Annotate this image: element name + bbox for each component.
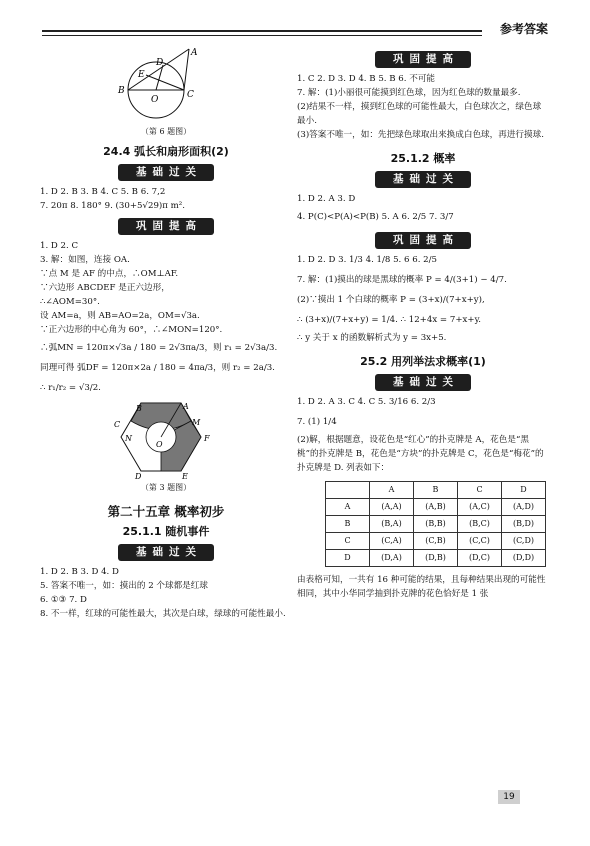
banner-basic: 基础过关	[375, 171, 471, 188]
table-header-row	[326, 482, 546, 499]
table-row	[326, 550, 546, 567]
answer-line: ∴ (3+x)/(7+x+y) = 1/4. ∴ 12+4x = 7+x+y.	[297, 315, 482, 325]
answer-line: 5. 答案不唯一，如：摸出的 2 个球都是红球	[40, 581, 208, 591]
fig3-label-m: M	[192, 418, 201, 427]
page-number: 19	[498, 790, 520, 804]
banner-improve: 巩固提高	[118, 218, 214, 235]
fig6-label-o: O	[151, 95, 159, 105]
table-cell: (B,A)	[370, 516, 414, 533]
table-cell: B	[326, 516, 370, 533]
table-cell: (A,B)	[414, 499, 458, 516]
table-cell: (C,B)	[414, 533, 458, 550]
table-cell: (D,D)	[502, 550, 546, 567]
table-row	[326, 533, 546, 550]
table-cell: D	[502, 482, 546, 499]
answer-line: 1. D 2. A 3. D	[297, 194, 356, 204]
table-cell: (A,A)	[370, 499, 414, 516]
fig6-label-d: D	[156, 58, 164, 68]
header-rule	[42, 30, 482, 36]
answer-line: 1. D 2. C	[40, 241, 79, 251]
answer-line: 1. C 2. D 3. D 4. B 5. B 6. 不可能	[297, 74, 436, 84]
table-cell: (B,D)	[502, 516, 546, 533]
fig6-label-b: B	[118, 86, 125, 96]
table-cell: (B,B)	[414, 516, 458, 533]
header-title: 参考答案	[499, 22, 548, 36]
figure-6	[111, 45, 221, 125]
table-cell: C	[326, 533, 370, 550]
answer-line: ∴弧MN = 120π×√3a / 180 = 2√3πa/3，则 r₁ = 2√3a/3.	[40, 343, 278, 353]
table-row	[326, 499, 546, 516]
answer-line: ∴∠AOM=30°.	[40, 297, 100, 307]
table-cell: A	[370, 482, 414, 499]
answer-line: 1. D 2. A 3. C 4. C 5. 3/16 6. 2/3	[297, 397, 436, 407]
fig3-label-e: E	[182, 472, 188, 481]
table-cell: (D,A)	[370, 550, 414, 567]
left-column	[40, 45, 292, 621]
table-cell: (B,C)	[458, 516, 502, 533]
table-cell: C	[458, 482, 502, 499]
fig6-label-e: E	[138, 70, 145, 80]
fig6-label-a: A	[191, 48, 198, 58]
answer-line: 由表格可知，一共有 16 种可能的结果，且每种结果出现的可能性相同，其中小华同学抽到扑克牌的花色恰好是 1 张	[297, 575, 546, 599]
section-25-1-1-title: 25.1.1 随机事件	[122, 525, 210, 538]
table-cell: D	[326, 550, 370, 567]
banner-basic: 基础过关	[375, 374, 471, 391]
table-cell	[326, 482, 370, 499]
fig3-label-f: F	[204, 434, 210, 443]
banner-basic: 基础过关	[118, 164, 214, 181]
answer-line: 1. D 2. B 3. D 4. D	[40, 567, 119, 577]
figure-3-caption: （第 3 题图）	[140, 483, 192, 492]
table-row	[326, 516, 546, 533]
answer-line: 8. 不一样，红球的可能性最大，其次是白球，绿球的可能性最小.	[40, 609, 286, 619]
answer-line: (2)解，根据题意，设花色是“红心”的扑克牌是 A，花色是“黑桃”的扑克牌是 B，花色是“方块”的扑克牌是 C，花色是“梅花”的扑克牌是 D. 列表如下：	[297, 435, 544, 473]
table-cell: (D,C)	[458, 550, 502, 567]
answer-line: 1. D 2. B 3. B 4. C 5. B 6. 7,2	[40, 187, 166, 197]
figure-6-caption: （第 6 题图）	[140, 127, 192, 136]
banner-improve: 巩固提高	[375, 232, 471, 249]
fig3-label-b: B	[136, 404, 142, 413]
answer-line: 7. (1) 1/4	[297, 417, 337, 427]
banner-improve: 巩固提高	[375, 51, 471, 68]
outcome-table	[325, 481, 546, 567]
answer-line: 设 AM=a，则 AB=AO=2a，OM=√3a.	[40, 311, 200, 321]
answer-line: 3. 解：如图，连接 OA.	[40, 255, 130, 265]
figure-3	[111, 399, 221, 481]
table-cell: B	[414, 482, 458, 499]
fig3-label-a: A	[183, 402, 189, 411]
answer-line: ∵正六边形的中心角为 60°，∴∠MON=120°.	[40, 325, 223, 335]
right-column	[297, 45, 549, 601]
answer-line: 1. D 2. D 3. 1/3 4. 1/8 5. 6 6. 2/5	[297, 255, 437, 265]
table-cell: (C,A)	[370, 533, 414, 550]
answer-line: (3)答案不唯一，如：先把绿色球取出来换成白色球，再进行摸球.	[297, 130, 544, 140]
answer-line: 7. 20π 8. 180° 9. (30+5√29)π m².	[40, 201, 185, 211]
answer-line: ∴ r₁/r₂ = √3/2.	[40, 383, 101, 393]
fig6-label-c: C	[187, 90, 194, 100]
fig3-label-d: D	[135, 472, 142, 481]
answer-line: 4. P(C)<P(A)<P(B) 5. A 6. 2/5 7. 3/7	[297, 212, 454, 222]
answer-line: ∵六边形 ABCDEF 是正六边形，	[40, 283, 170, 293]
answer-line: 7. 解：(1)小丽很可能摸到红色球，因为红色球的数量最多.	[297, 88, 521, 98]
fig3-label-n: N	[125, 434, 132, 443]
fig3-label-o: O	[156, 440, 163, 449]
banner-basic: 基础过关	[118, 544, 214, 561]
table-cell: (D,B)	[414, 550, 458, 567]
section-25-2-title: 25.2 用列举法求概率(1)	[360, 355, 486, 368]
fig3-label-c: C	[114, 420, 121, 429]
answer-line: ∴ y 关于 x 的函数解析式为 y = 3x+5.	[297, 333, 447, 343]
answer-line: ∵点 M 是 AF 的中点，∴OM⊥AF.	[40, 269, 179, 279]
table-cell: (C,C)	[458, 533, 502, 550]
table-cell: (C,D)	[502, 533, 546, 550]
table-cell: (A,D)	[502, 499, 546, 516]
answer-line: 7. 解：(1)摸出的球是黑球的概率 P = 4/(3+1) − 4/7.	[297, 275, 507, 285]
answer-line: (2)结果不一样，摸到红色球的可能性最大，白色球次之，绿色球最小.	[297, 102, 542, 126]
table-cell: (A,C)	[458, 499, 502, 516]
section-25-1-2-title: 25.1.2 概率	[390, 152, 456, 165]
section-24-4-title: 24.4 弧长和扇形面积(2)	[103, 145, 229, 158]
answer-line: 6. ①③ 7. D	[40, 595, 87, 605]
chapter-title: 第二十五章 概率初步	[107, 504, 225, 519]
answer-line: (2)∵摸出 1 个白球的概率 P = (3+x)/(7+x+y),	[297, 295, 485, 305]
table-cell: A	[326, 499, 370, 516]
answer-line: 同理可得 弧DF = 120π×2a / 180 = 4πa/3，则 r₂ = 2a/3.	[40, 363, 275, 373]
